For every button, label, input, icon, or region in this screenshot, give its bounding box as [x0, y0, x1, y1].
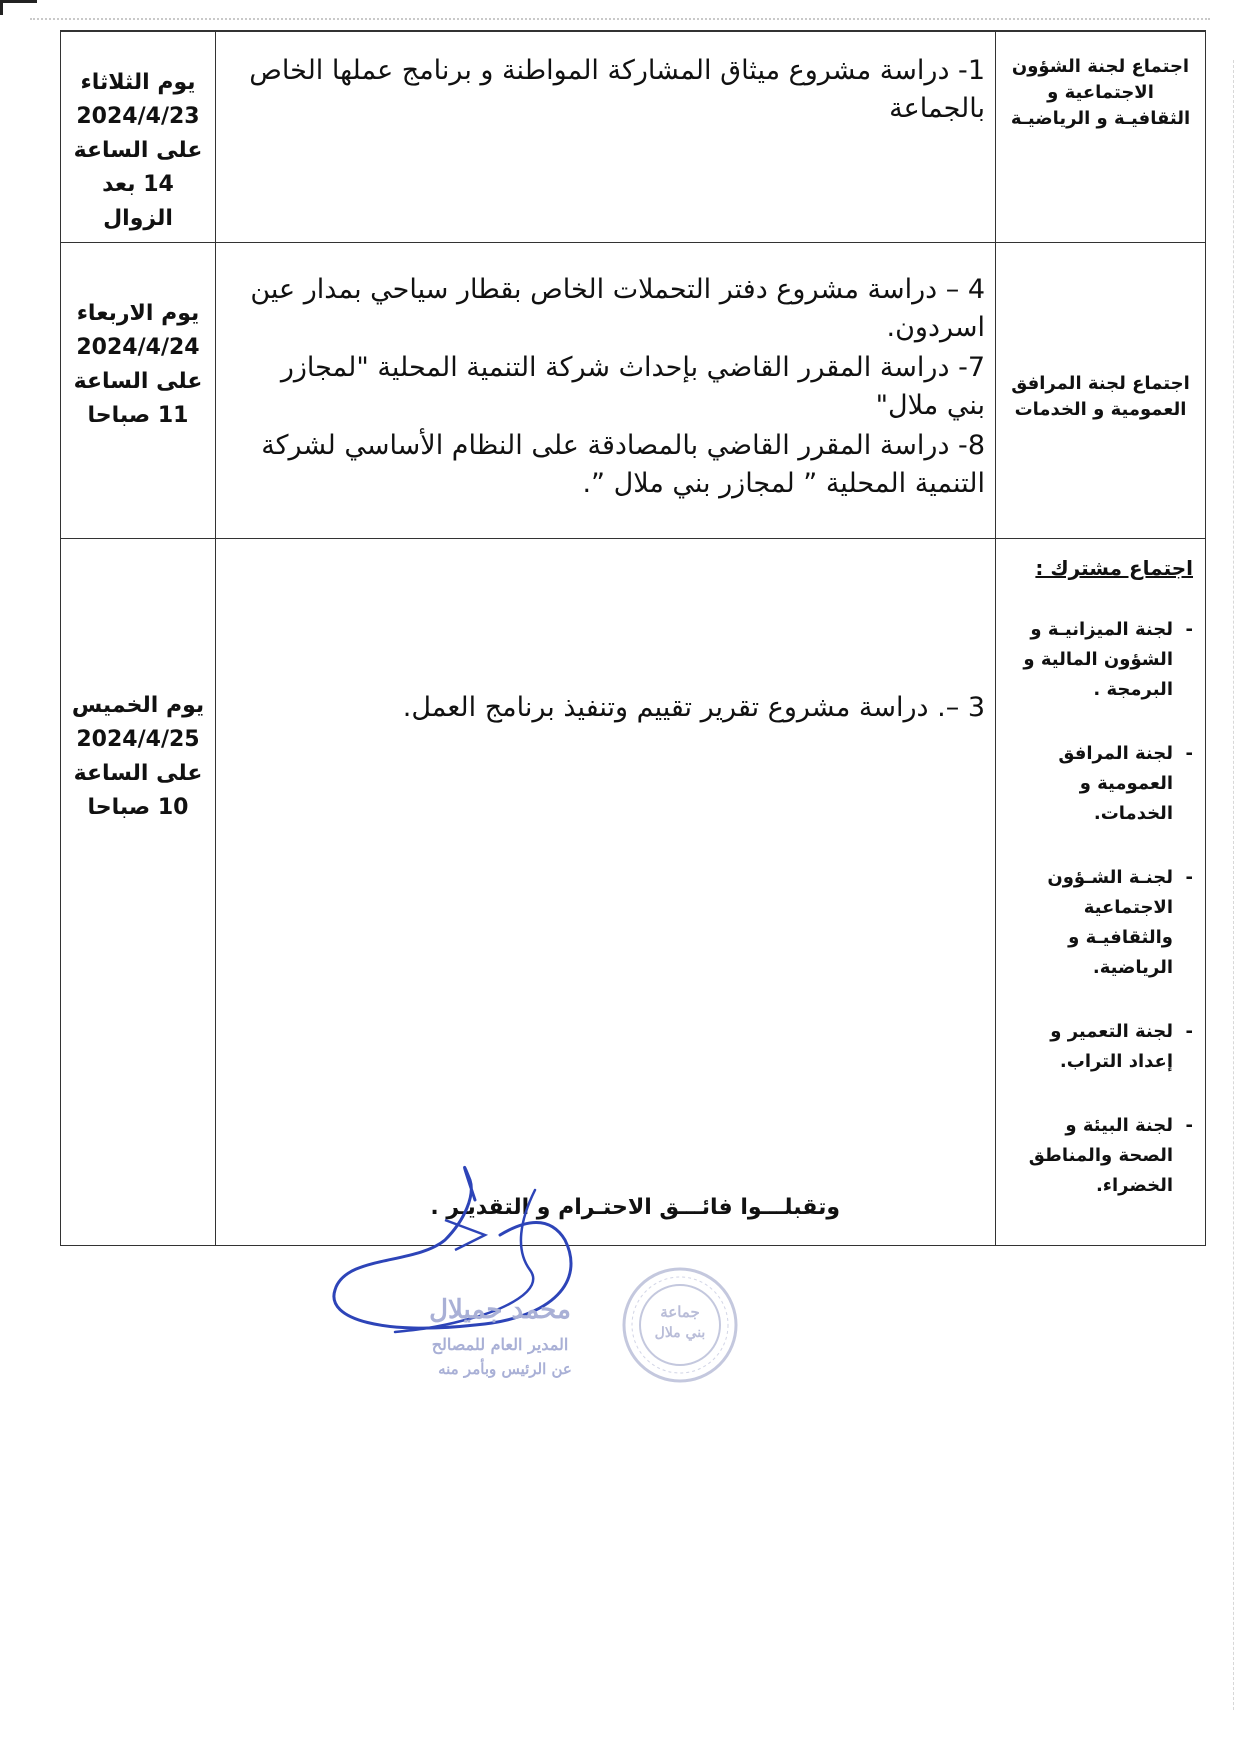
- scan-corner-mark: [0, 0, 37, 15]
- agenda-item: 4 – دراسة مشروع دفتر التحملات الخاص بقطار سياحي بمدار عين اسردون.: [250, 274, 985, 343]
- agenda-item: 7- دراسة المقرر القاضي بإحداث شركة التنمية المحلية "لمجازر بني ملال": [280, 352, 985, 421]
- committee-name: لجنـة الشـؤون الاجتماعية والثقافيـة و الرياضية.: [1047, 867, 1173, 978]
- signatory-name: محمد جميلال: [429, 1295, 571, 1325]
- committee-name: اجتماع لجنة الشؤون الاجتماعية و الثقافيـة و الرياضيـة: [1010, 56, 1191, 129]
- committee-cell: [996, 539, 1206, 1246]
- date-cell: [61, 243, 216, 539]
- date-value: 2024/4/24: [76, 335, 200, 360]
- committee-name: لجنة التعمير و إعداد التراب.: [1050, 1021, 1173, 1072]
- joint-meeting-title: اجتماع مشترك :: [1035, 556, 1193, 580]
- time-prefix: على الساعة: [73, 138, 203, 163]
- closing-salutation: وتقبلـــوا فائـــق الاحتـرام و التقديـر .: [430, 1195, 840, 1220]
- time-prefix: على الساعة: [73, 761, 203, 786]
- table-row: [61, 539, 1206, 1246]
- day-label: يوم الاربعاء: [76, 301, 200, 326]
- date-value: 2024/4/23: [76, 104, 200, 129]
- time-value: 10 صباحا: [87, 795, 189, 820]
- committee-name: لجنة الميزانيـة و الشؤون المالية و البرمجة .: [1023, 619, 1173, 700]
- delegation-line: عن الرئيس وبأمر منه: [438, 1360, 572, 1378]
- list-item: - لجنة البيئة و الصحة والمناطق الخضراء.: [1008, 1111, 1193, 1201]
- list-item: - لجنـة الشـؤون الاجتماعية والثقافيـة و الرياضية.: [1008, 863, 1193, 983]
- topic-cell: [216, 31, 996, 243]
- committee-name: اجتماع لجنة المرافق العمومية و الخدمات: [1011, 372, 1190, 420]
- committee-cell: [996, 31, 1206, 243]
- list-item: - لجنة الميزانيـة و الشؤون المالية و البرمجة .: [1008, 615, 1193, 705]
- date-cell: [61, 539, 216, 1246]
- stamp-line-1: جماعة: [660, 1303, 700, 1321]
- topic-cell: [216, 243, 996, 539]
- time-prefix: على الساعة: [73, 369, 203, 394]
- table-row: [61, 243, 1206, 539]
- list-item: - لجنة المرافق العمومية و الخدمات.: [1008, 739, 1193, 829]
- signatory-title: المدير العام للمصالح: [431, 1335, 569, 1354]
- stamp-line-2: بني ملال: [654, 1325, 706, 1341]
- date-cell: [61, 31, 216, 243]
- day-label: يوم الخميس: [71, 693, 205, 718]
- agenda-item: 1- دراسة مشروع ميثاق المشاركة المواطنة و برنامج عملها الخاص بالجماعة: [249, 55, 985, 124]
- committee-name: لجنة البيئة و الصحة والمناطق الخضراء.: [1028, 1115, 1173, 1196]
- agenda-table: [60, 30, 1206, 1246]
- agenda-item: 8- دراسة المقرر القاضي بالمصادقة على النظام الأساسي لشركة التنمية المحلية ” لمجازر بني ملال ”.: [261, 430, 985, 499]
- day-label: يوم الثلاثاء: [80, 70, 196, 95]
- page-edge: [1233, 60, 1234, 1710]
- time-value: 14 بعد الزوال: [102, 172, 174, 231]
- joint-committee-list: [1008, 615, 1193, 1201]
- table-row: [61, 31, 1206, 243]
- date-value: 2024/4/25: [76, 727, 200, 752]
- agenda-item: 3 –. دراسة مشروع تقرير تقييم وتنفيذ برنامج العمل.: [402, 692, 985, 723]
- committee-name: لجنة المرافق العمومية و الخدمات.: [1058, 743, 1173, 824]
- committee-cell: [996, 243, 1206, 539]
- top-dotted-line: [30, 18, 1210, 20]
- time-value: 11 صباحا: [87, 403, 189, 428]
- list-item: - لجنة التعمير و إعداد التراب.: [1008, 1017, 1193, 1077]
- topic-cell: [216, 539, 996, 1246]
